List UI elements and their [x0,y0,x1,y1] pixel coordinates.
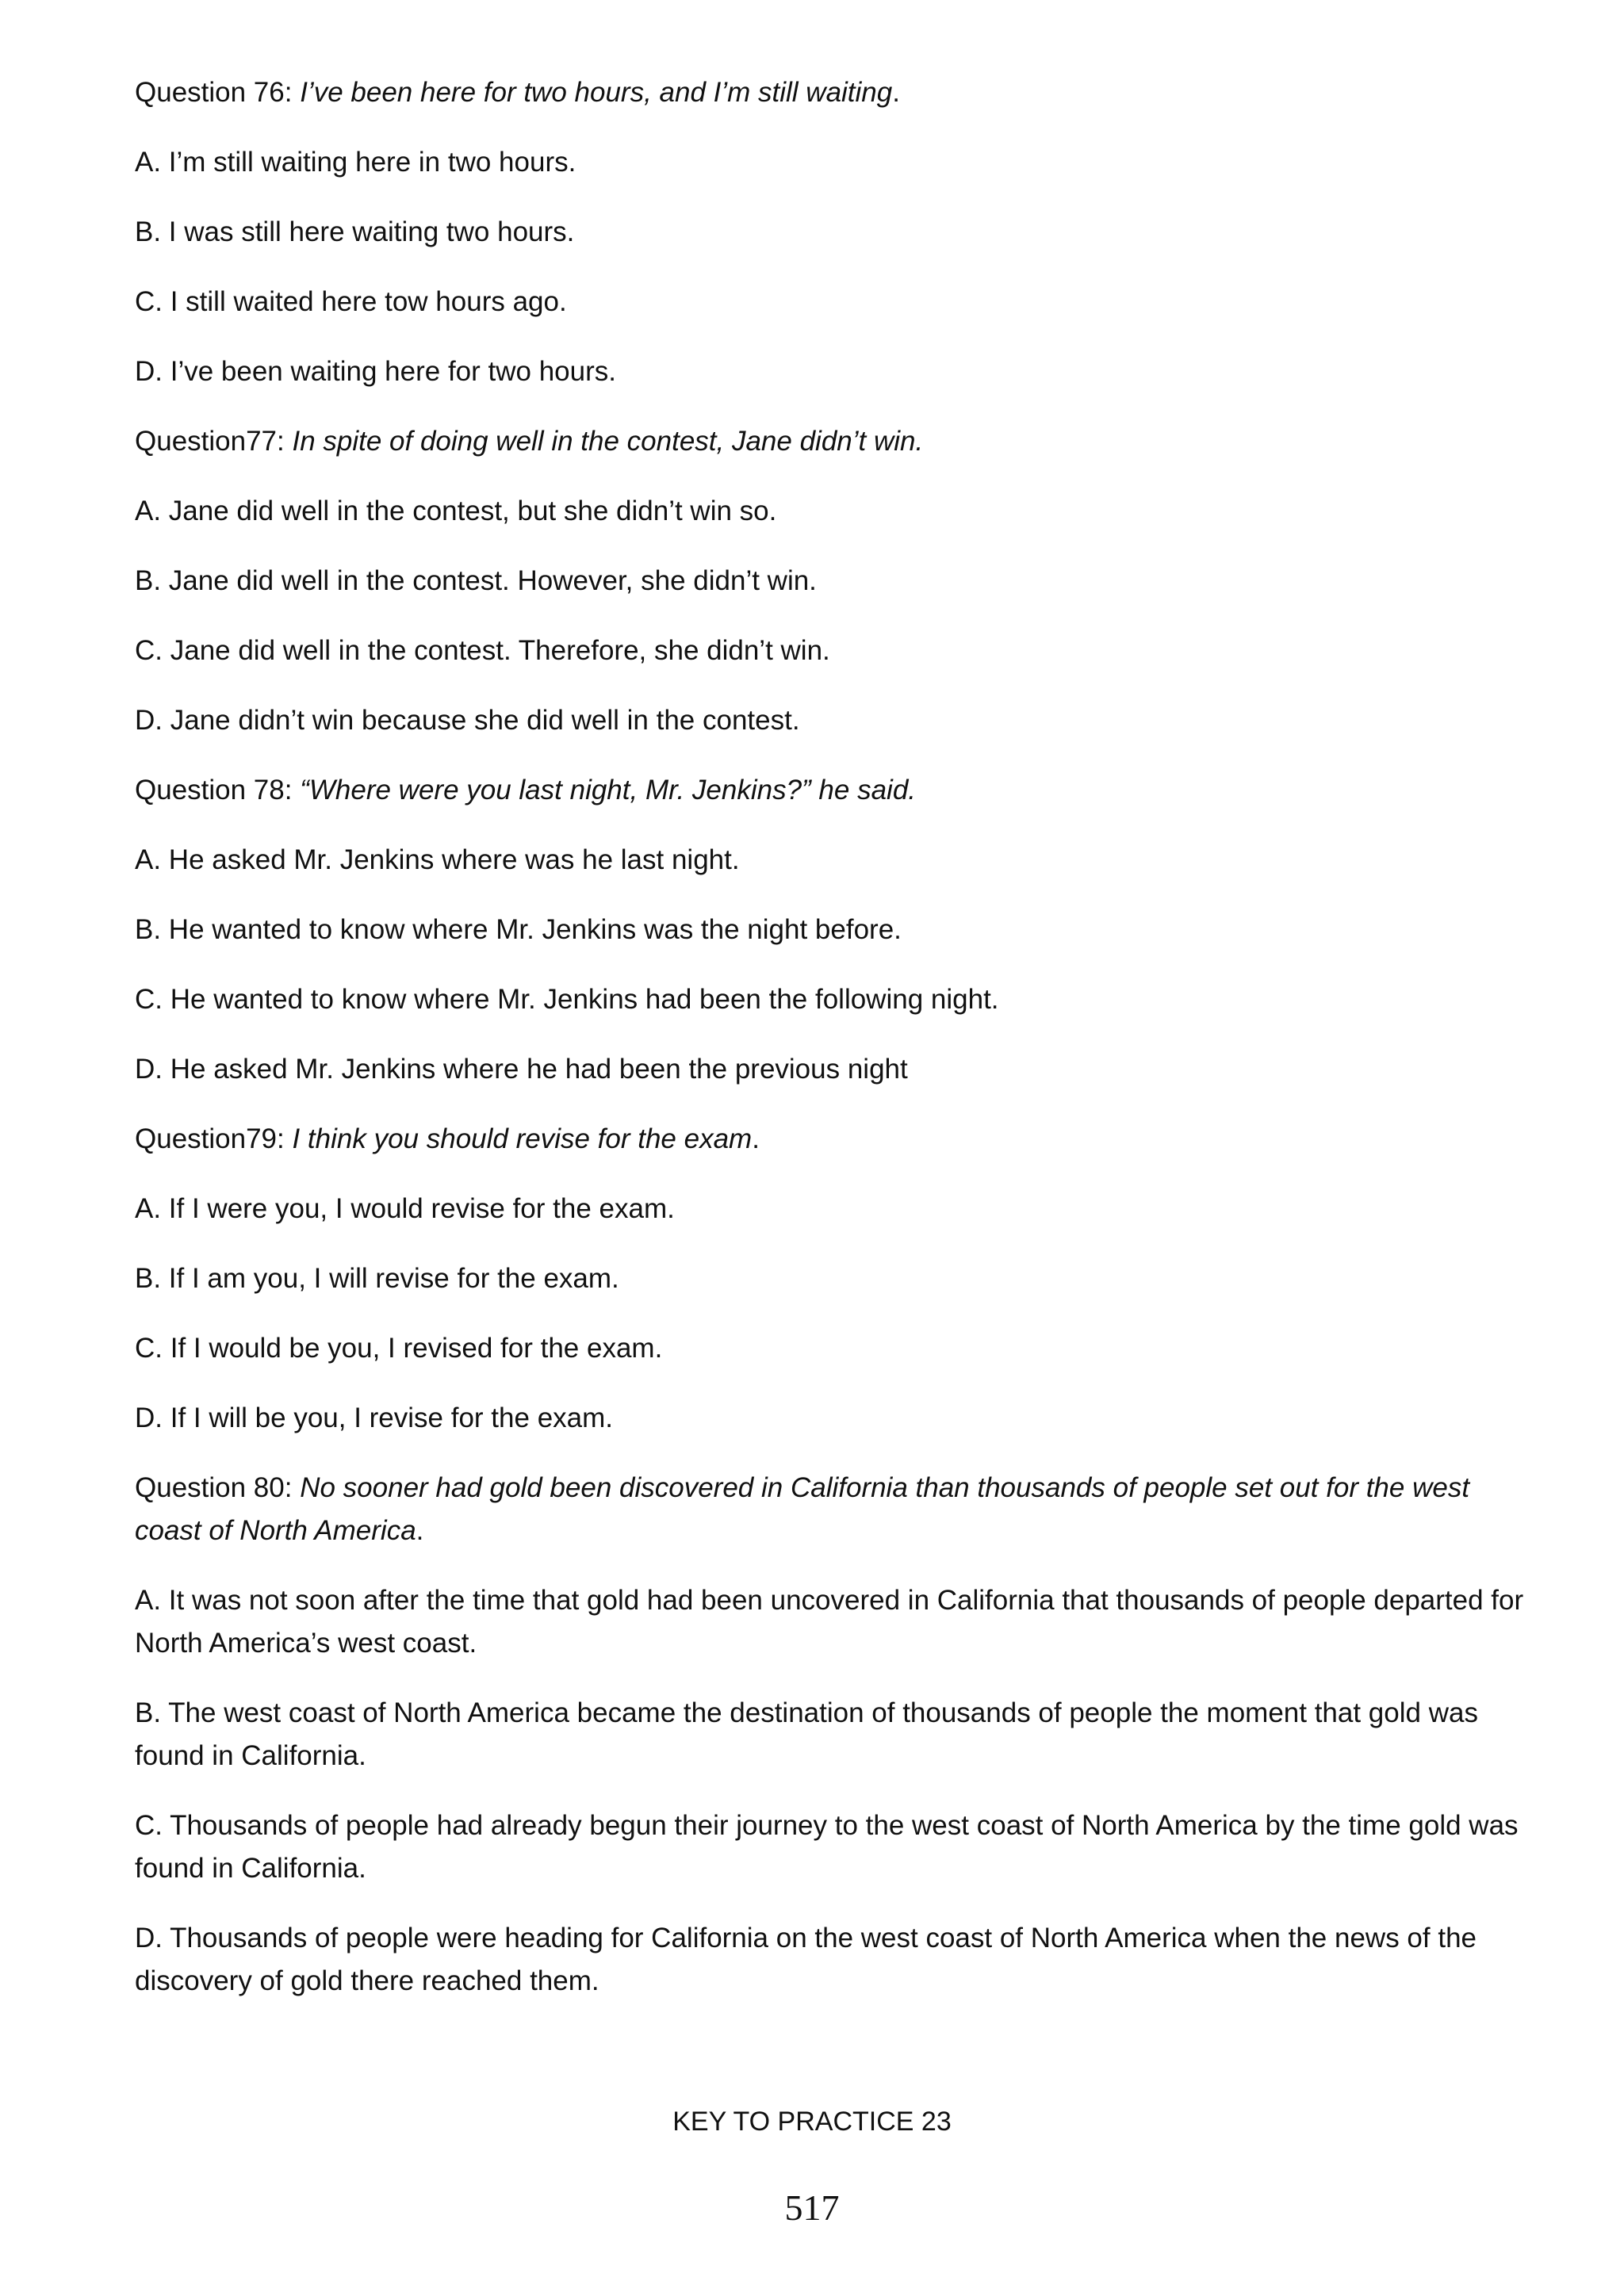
question-stem-suffix: . [892,77,900,108]
question-text: I’ve been here for two hours, and I’m still waiting [300,77,893,108]
question-text: I think you should revise for the exam [292,1123,753,1154]
option-a: A. If I were you, I would revise for the exam. [135,1193,675,1224]
question-stem [135,1118,1538,1161]
option-c: C. He wanted to know where Mr. Jenkins had been the following night. [135,984,999,1015]
question-80 [135,1467,1538,2003]
question-stem [135,71,1538,114]
option-b: B. If I am you, I will revise for the exam. [135,1263,619,1294]
question-79 [135,1118,1538,1440]
option-c: C. Jane did well in the contest. Therefore, she didn’t win. [135,635,830,666]
option-c: C. I still waited here tow hours ago. [135,286,567,317]
option-d: D. Thousands of people were heading for California on the west coast of North America when the news of the discovery of gold there reached them. [135,1923,1477,1996]
option-d: D. I’ve been waiting here for two hours. [135,356,616,387]
option-c: C. If I would be you, I revised for the exam. [135,1333,663,1364]
question-stem [135,1467,1538,1552]
question-label: Question 76: [135,77,301,108]
question-text: No sooner had gold been discovered in California than thousands of people set out for the west coast of North America [135,1472,1470,1546]
option-b: B. I was still here waiting two hours. [135,216,575,247]
question-77 [135,420,1538,742]
option-b: B. The west coast of North America became the destination of thousands of people the moment that gold was found in California. [135,1697,1478,1771]
question-label: Question 80: [135,1472,301,1503]
option-d: D. Jane didn’t win because she did well in the contest. [135,705,800,736]
option-a: A. I’m still waiting here in two hours. [135,147,576,178]
question-76 [135,71,1538,393]
option-d: D. If I will be you, I revise for the exam. [135,1402,613,1433]
option-a: A. It was not soon after the time that gold had been uncovered in California that thousands of people departed for North America’s west coast. [135,1585,1524,1659]
section-heading: KEY TO PRACTICE 23 [672,2107,952,2137]
question-stem-suffix: . [752,1123,760,1154]
option-b: B. He wanted to know where Mr. Jenkins was the night before. [135,914,902,945]
question-stem [135,420,1538,463]
question-stem [135,769,1538,812]
option-c: C. Thousands of people had already begun their journey to the west coast of North America by the time gold was found in California. [135,1810,1519,1884]
question-label: Question77: [135,426,293,457]
question-label: Question79: [135,1123,293,1154]
document-page [135,71,1538,2030]
question-text: In spite of doing well in the contest, Jane didn’t win. [292,426,924,457]
option-d: D. He asked Mr. Jenkins where he had been the previous night [135,1054,908,1085]
page-number: 517 [784,2187,840,2228]
question-78 [135,769,1538,1091]
option-a: A. He asked Mr. Jenkins where was he last night. [135,844,740,875]
option-b: B. Jane did well in the contest. However, she didn’t win. [135,565,817,596]
question-text: “Where were you last night, Mr. Jenkins?” he said. [300,775,917,806]
question-label: Question 78: [135,775,301,806]
option-a: A. Jane did well in the contest, but she didn’t win so. [135,496,777,526]
question-stem-suffix: . [416,1515,424,1546]
